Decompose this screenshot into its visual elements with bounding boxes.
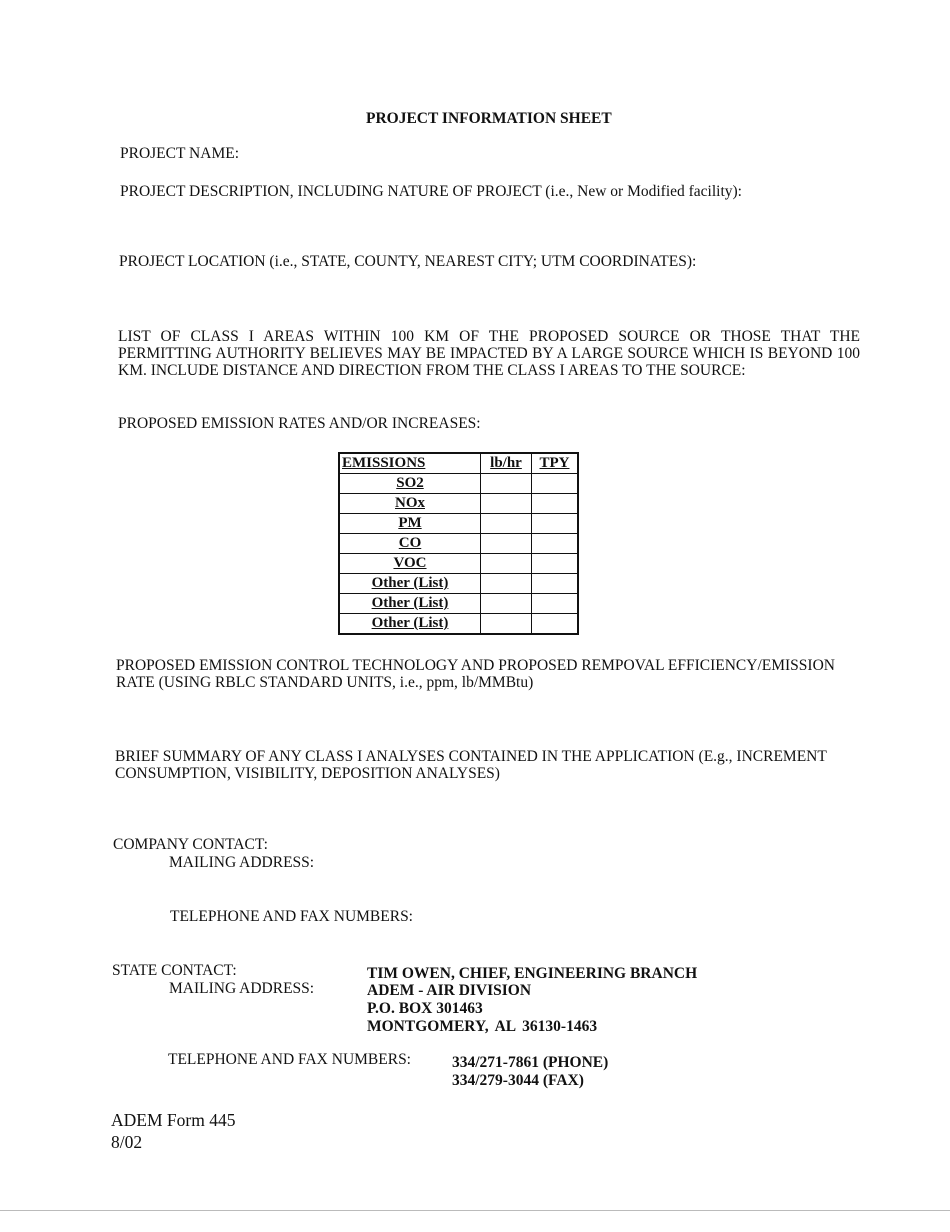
table-row xyxy=(339,554,578,574)
pollutant-cell: Other (List) xyxy=(339,594,481,614)
lb-hr-cell[interactable] xyxy=(481,534,532,554)
lb-hr-cell[interactable] xyxy=(481,554,532,574)
lb-hr-cell[interactable] xyxy=(481,574,532,594)
lb-hr-cell[interactable] xyxy=(481,514,532,534)
tpy-cell[interactable] xyxy=(532,574,579,594)
lb-hr-header: lb/hr xyxy=(481,453,532,474)
pollutant-cell: VOC xyxy=(339,554,481,574)
state-contact-label: STATE CONTACT: xyxy=(112,962,237,979)
state-contact-city: MONTGOMERY, AL 36130-1463 xyxy=(367,1018,598,1035)
form-name: ADEM Form 445 xyxy=(111,1110,236,1130)
emissions-table xyxy=(338,452,579,635)
company-contact-label: COMPANY CONTACT: xyxy=(113,836,268,853)
form-date: 8/02 xyxy=(111,1132,143,1152)
table-row xyxy=(339,494,578,514)
table-row xyxy=(339,574,578,594)
pollutant-cell: Other (List) xyxy=(339,614,481,635)
tpy-cell[interactable] xyxy=(532,614,579,635)
class-areas-label: LIST OF CLASS I AREAS WITHIN 100 KM OF THE PROPOSED SOURCE OR THOSE THAT THE PERMITTING AUTHORITY BELIEVES MAY BE IMPACTED BY A LARGE SOURCE WHICH IS BEYOND 100 KM. INCLUDE DISTANCE AND DIRECTION FROM THE CLASS I AREAS TO THE SOURCE: xyxy=(118,328,860,379)
pollutant-cell: CO xyxy=(339,534,481,554)
pollutant-cell: SO2 xyxy=(339,474,481,494)
project-location-label: PROJECT LOCATION (i.e., STATE, COUNTY, NEAREST CITY; UTM COORDINATES): xyxy=(119,253,697,270)
lb-hr-cell[interactable] xyxy=(481,474,532,494)
project-name-label: PROJECT NAME: xyxy=(120,145,239,162)
state-contact-po-box: P.O. BOX 301463 xyxy=(367,1000,483,1017)
state-fax-number: 334/279-3044 (FAX) xyxy=(452,1072,584,1089)
tpy-cell[interactable] xyxy=(532,514,579,534)
table-row xyxy=(339,534,578,554)
pollutant-cell: NOx xyxy=(339,494,481,514)
control-technology-label: PROPOSED EMISSION CONTROL TECHNOLOGY AND PROPOSED REMPOVAL EFFICIENCY/EMISSION RATE (USING RBLC STANDARD UNITS, i.e., ppm, lb/MMBtu) xyxy=(116,657,835,691)
company-phone-label: TELEPHONE AND FAX NUMBERS: xyxy=(170,908,413,925)
tpy-cell[interactable] xyxy=(532,594,579,614)
tpy-cell[interactable] xyxy=(532,554,579,574)
table-row xyxy=(339,614,578,635)
lb-hr-cell[interactable] xyxy=(481,614,532,635)
table-row xyxy=(339,474,578,494)
state-phone-label: TELEPHONE AND FAX NUMBERS: xyxy=(168,1051,411,1068)
analyses-summary-label: BRIEF SUMMARY OF ANY CLASS I ANALYSES CONTAINED IN THE APPLICATION (E.g., INCREMENT CONSUMPTION, VISIBILITY, DEPOSITION ANALYSES) xyxy=(115,748,827,782)
table-row xyxy=(339,594,578,614)
page-title: PROJECT INFORMATION SHEET xyxy=(366,110,612,127)
company-mailing-label: MAILING ADDRESS: xyxy=(169,854,315,871)
page-bottom-edge xyxy=(0,1210,950,1211)
emissions-table-header xyxy=(339,453,578,474)
project-description-label: PROJECT DESCRIPTION, INCLUDING NATURE OF PROJECT (i.e., New or Modified facility): xyxy=(120,183,742,200)
lb-hr-cell[interactable] xyxy=(481,594,532,614)
tpy-cell[interactable] xyxy=(532,534,579,554)
lb-hr-cell[interactable] xyxy=(481,494,532,514)
table-row xyxy=(339,514,578,534)
tpy-cell[interactable] xyxy=(532,494,579,514)
pollutant-cell: Other (List) xyxy=(339,574,481,594)
state-mailing-label: MAILING ADDRESS: xyxy=(169,980,315,997)
emissions-header: EMISSIONS xyxy=(339,453,481,474)
emission-rates-label: PROPOSED EMISSION RATES AND/OR INCREASES: xyxy=(118,415,481,432)
tpy-cell[interactable] xyxy=(532,474,579,494)
tpy-header: TPY xyxy=(532,453,579,474)
pollutant-cell: PM xyxy=(339,514,481,534)
state-contact-division: ADEM - AIR DIVISION xyxy=(367,982,532,999)
state-phone-number: 334/271-7861 (PHONE) xyxy=(452,1054,609,1071)
state-contact-name: TIM OWEN, CHIEF, ENGINEERING BRANCH xyxy=(367,965,698,982)
